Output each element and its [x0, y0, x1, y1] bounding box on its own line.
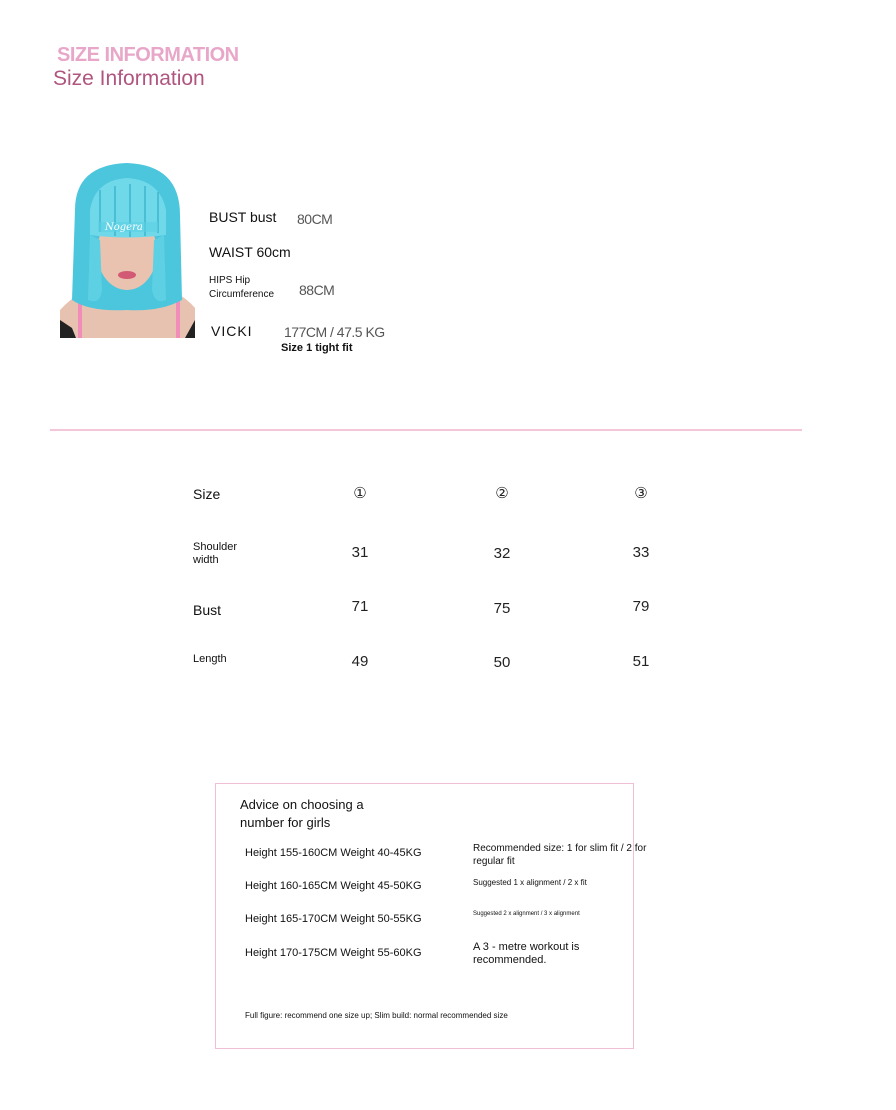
advice-rec-1-line1: Recommended size: 1 for slim fit / 2 for	[473, 843, 647, 854]
advice-range-2: Height 160-165CM Weight 45-50KG	[245, 880, 422, 892]
advice-rec-4-line1: A 3 - metre workout is	[473, 941, 580, 953]
size-header-label: Size	[193, 486, 221, 502]
advice-range-1: Height 155-160CM Weight 40-45KG	[245, 847, 422, 859]
hips-value: 88CM	[299, 282, 335, 298]
hips-label-line1: HIPS Hip	[209, 275, 251, 286]
advice-rec-4-line2: recommended.	[473, 954, 547, 966]
hips-label-line2: Circumference	[209, 289, 275, 300]
advice-rec-1	[473, 842, 663, 868]
length-size-3: 51	[632, 653, 650, 670]
advice-rec-4	[473, 941, 579, 967]
shoulder-width-label-line2: width	[193, 554, 219, 566]
bust-size-3: 79	[632, 598, 650, 615]
advice-footnote: Full figure: recommend one size up; Slim build: normal recommended size	[245, 1011, 508, 1020]
bust-row-label: Bust	[193, 602, 222, 618]
bust-size-1: 71	[351, 598, 369, 615]
model-name: VICKI	[211, 323, 253, 339]
length-size-2: 50	[493, 654, 511, 671]
bust-label: BUST bust	[209, 209, 277, 225]
waist-label: WAIST 60cm	[209, 244, 291, 260]
page-title-upper: SIZE INFORMATION	[57, 44, 239, 66]
svg-text:Nogera: Nogera	[105, 222, 143, 233]
advice-title	[240, 796, 364, 832]
hips-label	[209, 274, 274, 302]
length-row-label: Length	[193, 653, 227, 665]
model-stats: 177CM / 47.5 KG	[284, 324, 385, 340]
advice-range-4: Height 170-175CM Weight 55-60KG	[245, 947, 422, 959]
page-title: Size Information	[53, 67, 205, 90]
advice-title-line2: number for girls	[240, 815, 331, 830]
model-photo	[60, 160, 195, 338]
size-col-2: ②	[495, 485, 509, 502]
advice-rec-1-line2: regular fit	[473, 856, 515, 867]
length-size-1: 49	[351, 653, 369, 670]
fit-note: Size 1 tight fit	[281, 342, 353, 354]
bust-size-2: 75	[493, 600, 511, 617]
advice-rec-3: Suggested 2 x alignment / 3 x alignment	[473, 911, 580, 917]
section-divider	[50, 429, 802, 431]
shoulder-width-label	[193, 541, 237, 567]
advice-rec-2: Suggested 1 x alignment / 2 x fit	[473, 878, 587, 887]
shoulder-width-size-3: 33	[632, 544, 650, 561]
advice-title-line1: Advice on choosing a	[240, 797, 364, 812]
shoulder-width-size-2: 32	[493, 545, 511, 562]
size-col-1: ①	[353, 485, 367, 502]
shoulder-width-size-1: 31	[351, 544, 369, 561]
advice-range-3: Height 165-170CM Weight 50-55KG	[245, 913, 422, 925]
size-col-3: ③	[634, 485, 648, 502]
bust-value: 80CM	[297, 211, 333, 227]
shoulder-width-label-line1: Shoulder	[193, 541, 238, 553]
